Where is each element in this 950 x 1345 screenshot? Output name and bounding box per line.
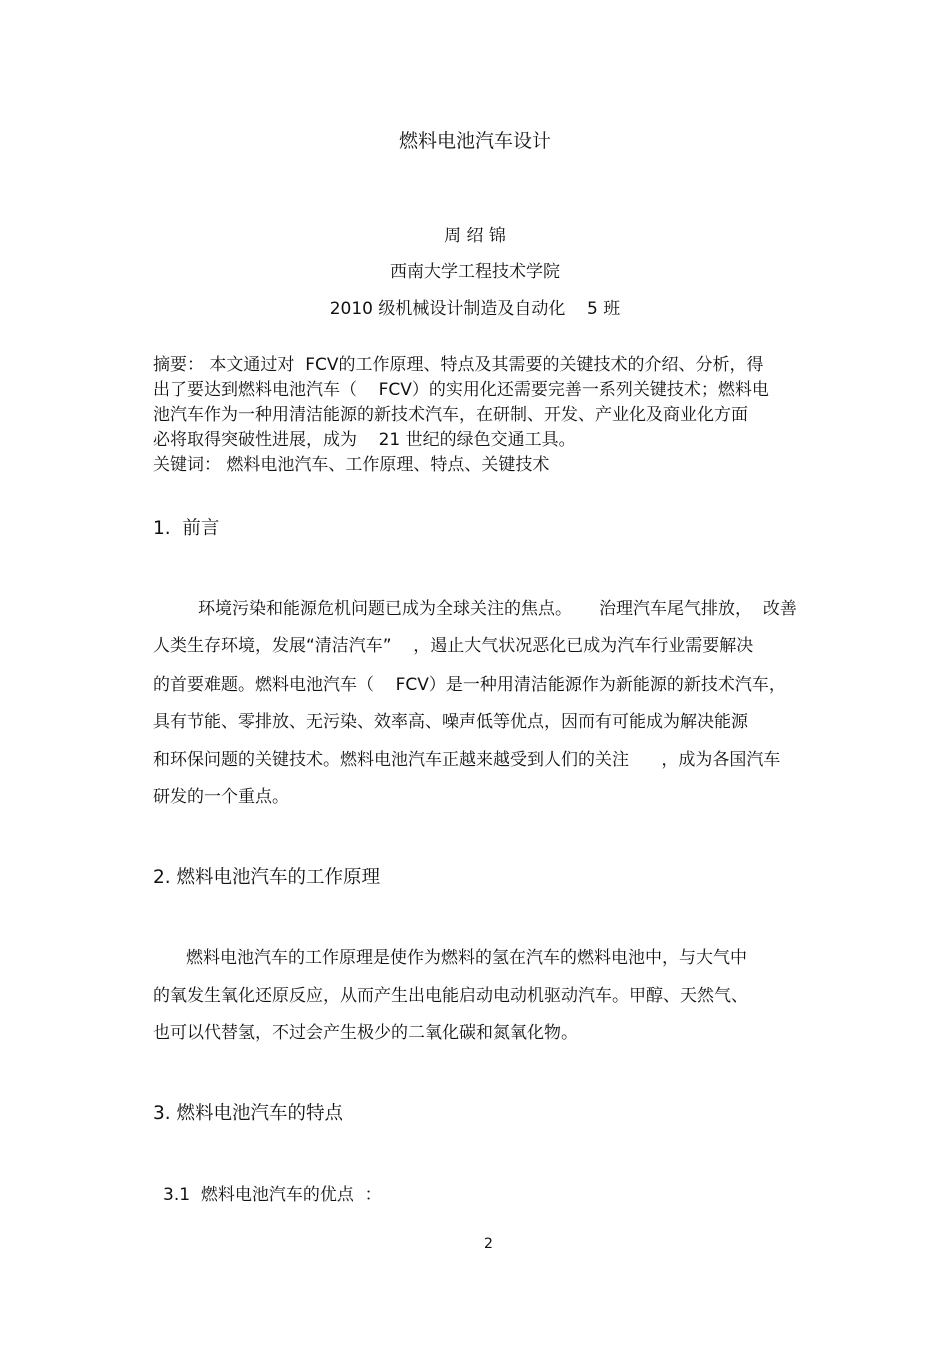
abstract-line: 摘要： 本文通过对 FCV的工作原理、特点及其需要的关键技术的介绍、分析，得 xyxy=(153,355,764,375)
paragraph-line: 和环保问题的关键技术。燃料电池汽车正越来越受到人们的关注 ，成为各国汽车 xyxy=(153,750,781,770)
abstract-line: 池汽车作为一种用清洁能源的新技术汽车，在研制、开发、产业化及商业化方面 xyxy=(153,405,748,425)
section-3-heading: 3. 燃料电池汽车的特点 xyxy=(153,1103,344,1124)
paragraph-line: 也可以代替氢，不过会产生极少的二氧化碳和氮氧化物。 xyxy=(153,1023,578,1043)
paragraph-line: 的首要难题。燃料电池汽车（ FCV）是一种用清洁能源作为新能源的新技术汽车， xyxy=(153,675,786,695)
section-2-heading: 2. 燃料电池汽车的工作原理 xyxy=(153,867,381,888)
abstract-line: 出了要达到燃料电池汽车（ FCV）的实用化还需要完善一系列关键技术；燃料电 xyxy=(153,380,769,400)
page-title: 燃料电池汽车设计 xyxy=(398,130,551,152)
abstract-line: 必将取得突破性进展，成为 21 世纪的绿色交通工具。 xyxy=(153,430,576,450)
paragraph-line: 燃料电池汽车的工作原理是使作为燃料的氢在汽车的燃料电池中，与大气中 xyxy=(186,948,747,968)
paragraph-line: 人类生存环境，发展“清洁汽车” ，遏止大气状况恶化已成为汽车行业需要解决 xyxy=(153,636,754,656)
institution: 西南大学工程技术学院 xyxy=(390,262,560,282)
keywords: 关键词： 燃料电池汽车、工作原理、特点、关键技术 xyxy=(153,455,550,475)
paragraph-line: 的氧发生氧化还原反应，从而产生出电能启动电动机驱动汽车。甲醇、天然气、 xyxy=(153,986,748,1006)
author: 周 绍 锦 xyxy=(444,226,506,246)
paragraph-line: 环境污染和能源危机问题已成为全球关注的焦点。 治理汽车尾气排放， 改善 xyxy=(198,599,797,619)
class-info: 2010 级机械设计制造及自动化 5 班 xyxy=(329,299,621,319)
section-1-heading: 1. 前言 xyxy=(153,518,220,539)
paragraph-line: 具有节能、零排放、无污染、效率高、噪声低等优点，因而有可能成为解决能源 xyxy=(153,712,748,732)
subsection-3-1-heading: 3.1 燃料电池汽车的优点 ： xyxy=(163,1185,382,1205)
page-number: 2 xyxy=(484,1236,493,1252)
paragraph-line: 研发的一个重点。 xyxy=(153,787,289,807)
